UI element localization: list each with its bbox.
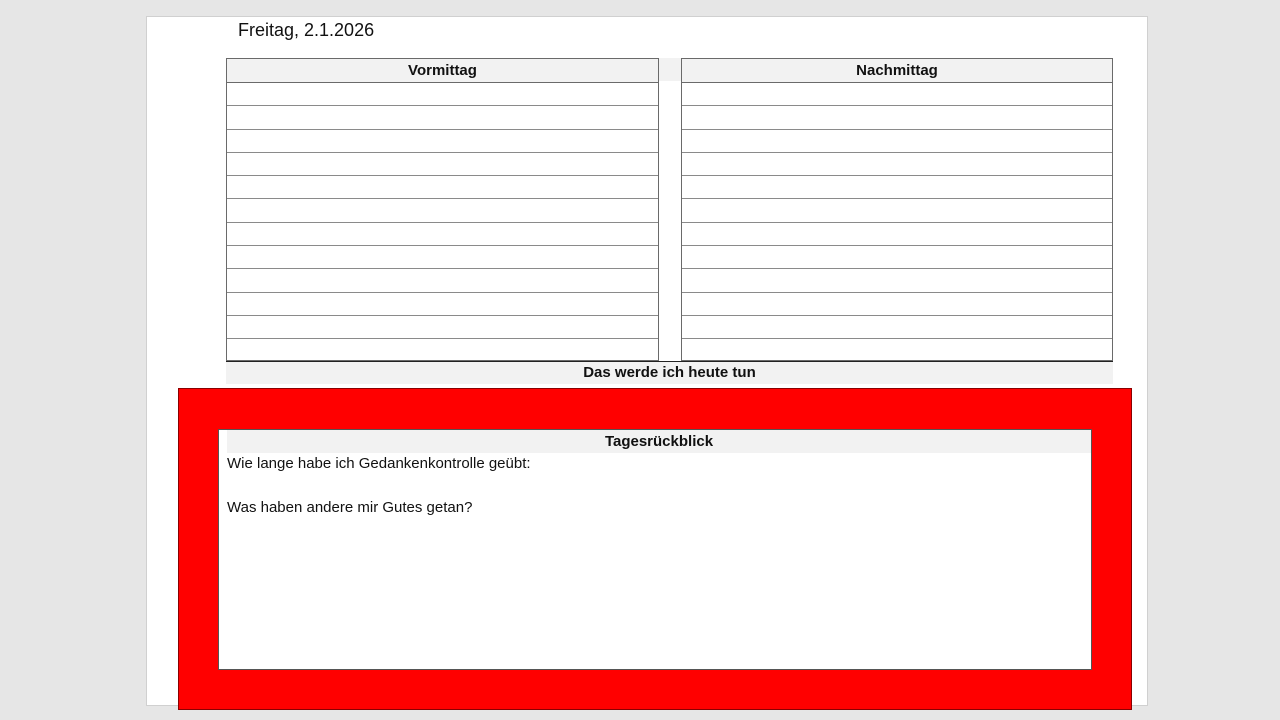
morning-table: [226, 58, 659, 361]
table-row[interactable]: [227, 269, 658, 292]
table-row[interactable]: [682, 246, 1112, 269]
table-row[interactable]: [682, 316, 1112, 339]
table-row[interactable]: [682, 269, 1112, 292]
morning-rows: [227, 83, 658, 362]
table-row[interactable]: [227, 83, 658, 106]
table-row[interactable]: [227, 106, 658, 129]
table-row[interactable]: [227, 130, 658, 153]
table-row[interactable]: [227, 223, 658, 246]
table-row[interactable]: [227, 339, 658, 361]
date-heading: Freitag, 2.1.2026: [238, 20, 375, 40]
afternoon-table: [681, 58, 1113, 361]
review-question-1[interactable]: Wie lange habe ich Gedankenkontrolle geübt:: [227, 455, 531, 472]
table-row[interactable]: [227, 153, 658, 176]
table-row[interactable]: [227, 316, 658, 339]
table-row[interactable]: [682, 339, 1112, 361]
table-row[interactable]: [682, 293, 1112, 316]
afternoon-header: Nachmittag: [682, 59, 1112, 83]
afternoon-rows: [682, 83, 1112, 362]
table-row[interactable]: [682, 223, 1112, 246]
table-row[interactable]: [682, 130, 1112, 153]
todo-header: Das werde ich heute tun: [226, 361, 1113, 384]
table-gap-header: [659, 58, 681, 81]
day-review-box: [218, 429, 1092, 670]
table-row[interactable]: [682, 199, 1112, 222]
review-header: Tagesrückblick: [227, 430, 1091, 453]
morning-header: Vormittag: [227, 59, 658, 83]
table-row[interactable]: [682, 176, 1112, 199]
table-row[interactable]: [227, 246, 658, 269]
table-gap: [659, 81, 681, 361]
review-question-2[interactable]: Was haben andere mir Gutes getan?: [227, 499, 473, 516]
table-row[interactable]: [682, 83, 1112, 106]
table-row[interactable]: [682, 153, 1112, 176]
table-row[interactable]: [227, 293, 658, 316]
table-row[interactable]: [227, 199, 658, 222]
table-row[interactable]: [682, 106, 1112, 129]
table-row[interactable]: [227, 176, 658, 199]
